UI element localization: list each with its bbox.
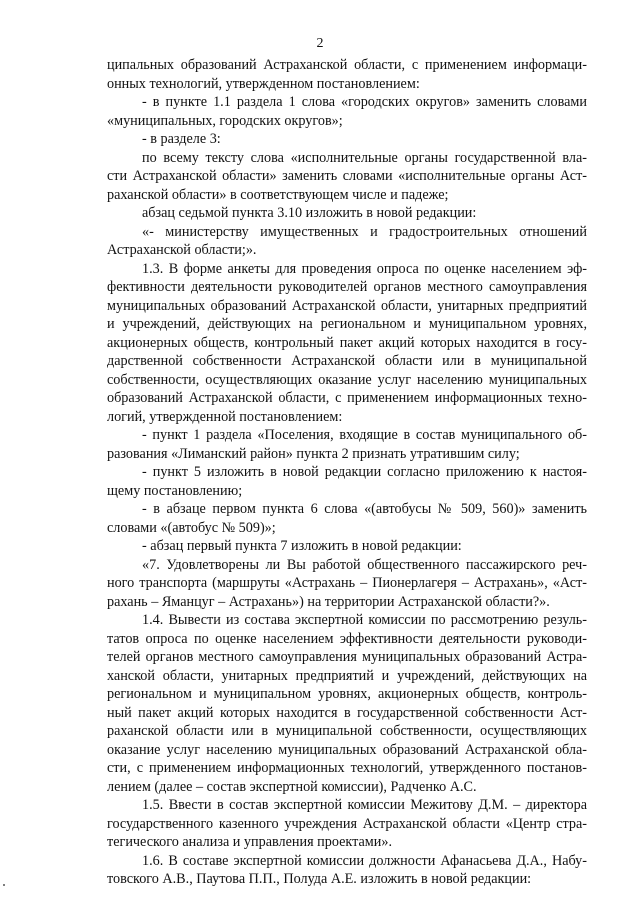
text-line: 1.3. В форме анкеты для проведения опроса по оценке населением эф-	[142, 260, 587, 277]
text-line: товского А.В., Паутова П.П., Полуда А.Е. изложить в новой редакции:	[107, 871, 532, 887]
text-line: - пункт 1 раздела «Поселения, входящие в состав муниципального об-	[142, 427, 587, 443]
text-line: акционерных обществ, контрольный пакет акций которых находится в госу-	[107, 334, 587, 351]
text-line: татов опроса по оценке населением эффективности деятельности руководи-	[107, 630, 587, 647]
text-line: образований Астраханской области, с применением информационных техно-	[107, 390, 587, 406]
text-line: муниципальных образований Астраханской области, унитарных предприятий	[107, 297, 587, 314]
document-body	[107, 56, 587, 889]
text-line: «- министерству имущественных и градостроительных отношений	[142, 223, 587, 240]
text-line: лением (далее – состав экспертной комиссии), Радченко А.С.	[107, 778, 477, 795]
text-line: раханской области» в соответствующем числе и падеже;	[107, 186, 449, 203]
scan-speck	[3, 884, 5, 886]
text-line: 1.6. В составе экспертной комиссии должности Афанасьева Д.А., Набу-	[142, 852, 587, 869]
text-line: - пункт 5 изложить в новой редакции согласно приложению к настоя-	[142, 464, 587, 480]
page-number: 2	[316, 36, 324, 51]
text-line: рахань – Яманцуг – Астрахань») на территории Астраханской области?».	[107, 593, 550, 610]
text-line: - в абзаце первом пункта 6 слова «(автобусы № 509, 560)» заменить	[142, 501, 587, 517]
text-line: собственности, осуществляющих оказание услуг населению муниципальных	[107, 371, 587, 388]
text-line: онных технологий, утвержденном постановлением:	[107, 75, 420, 92]
text-line: и учреждений, действующих на региональном и муниципальном уровнях,	[107, 316, 587, 332]
text-line: логий, утвержденной постановлением:	[107, 408, 343, 425]
text-line: «муниципальных, городских округов»;	[107, 112, 343, 129]
text-line: ципальных образований Астраханской области, с применением информаци-	[107, 57, 587, 73]
text-line: 1.4. Вывести из состава экспертной комиссии по рассмотрению резуль-	[142, 612, 587, 628]
text-line: 1.5. Ввести в состав экспертной комиссии Межитову Д.М. – директора	[142, 797, 587, 813]
text-line: ный пакет акций которых находится в государственной собственности Аст-	[107, 704, 587, 721]
text-line: - в пункте 1.1 раздела 1 слова «городских округов» заменить словами	[142, 94, 587, 110]
text-line: щему постановлению;	[107, 482, 243, 499]
text-line: Астраханской области;».	[107, 242, 257, 258]
text-line: ханской области, унитарных предприятий и учреждений, действующих на	[107, 667, 587, 684]
text-line: тегического анализа и управления проектами».	[107, 834, 392, 850]
text-line: - абзац первый пункта 7 изложить в новой редакции:	[142, 538, 462, 554]
text-line: оказание услуг населению муниципальных образований Астраханской обла-	[107, 741, 587, 758]
text-line: разования «Лиманский район» пункта 2 признать утратившим силу;	[107, 445, 520, 462]
text-line: ного транспорта (маршруты «Астрахань – Пионерлагеря – Астрахань», «Аст-	[107, 575, 587, 591]
text-line: государственного казенного учреждения Астраханской области «Центр стра-	[107, 815, 587, 832]
text-line: телей органов местного самоуправления муниципальных образований Астра-	[107, 649, 587, 665]
text-line: сти, с применением информационных технологий, утвержденного постанов-	[107, 760, 587, 776]
text-line: «7. Удовлетворены ли Вы работой общественного пассажирского реч-	[142, 556, 587, 573]
text-line: дарственной собственности Астраханской области или в муниципальной	[107, 353, 587, 369]
text-line: раханской области или в муниципальной собственности, осуществляющих	[107, 723, 587, 739]
text-line: сти Астраханской области» заменить словами «исполнительные органы Аст-	[107, 168, 587, 184]
text-line: словами «(автобус № 509)»;	[107, 519, 276, 536]
text-line: абзац седьмой пункта 3.10 изложить в новой редакции:	[142, 205, 477, 221]
text-line: региональном и муниципальном уровнях, акционерных обществ, контроль-	[107, 686, 587, 702]
text-line: по всему тексту слова «исполнительные органы государственной вла-	[142, 149, 587, 166]
text-line: - в разделе 3:	[142, 131, 221, 147]
text-line: фективности деятельности руководителей органов местного самоуправления	[107, 279, 587, 295]
